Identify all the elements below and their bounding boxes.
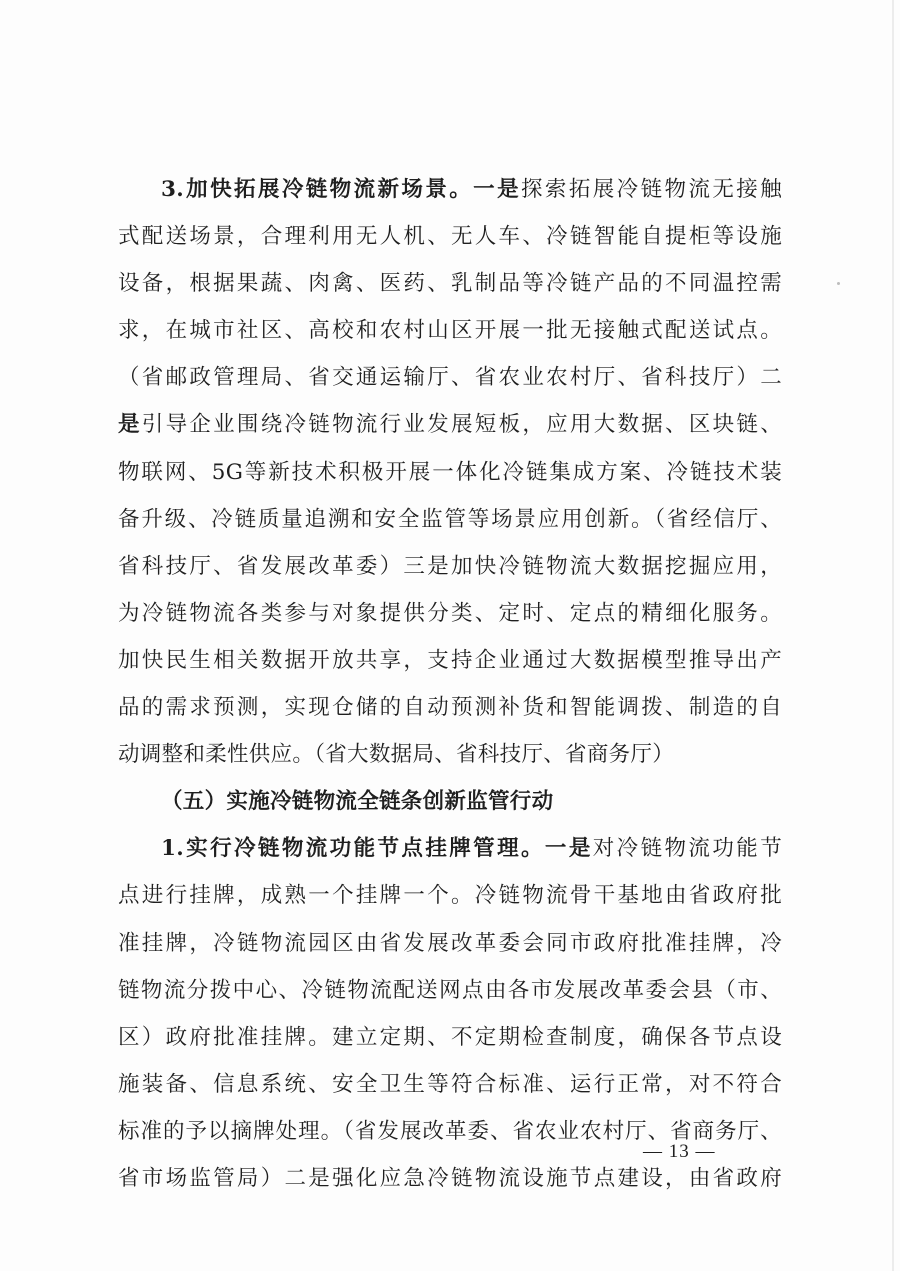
paragraph-3-line-12: 品的需求预测，实现仓储的自动预测补货和智能调拨、制造的自 <box>118 695 782 721</box>
body-text <box>118 166 782 1202</box>
paragraph-1-line-7: 标准的予以摘牌处理。（省发展改革委、省农业农村厅、省商务厅、 <box>118 1118 782 1144</box>
paragraph-3-line-1: 3.加快拓展冷链物流新场景。一是探索拓展冷链物流无接触 <box>161 177 782 202</box>
paragraph-1-line-2: 点进行挂牌，成熟一个挂牌一个。冷链物流骨干基地由省政府批 <box>118 883 782 909</box>
paragraph-1-line-6: 施装备、信息系统、安全卫生等符合标准、运行正常，对不符合 <box>118 1071 782 1097</box>
page-edge-shadow <box>892 0 894 1271</box>
paragraph-3-line-6: 是引导企业围绕冷链物流行业发展短板，应用大数据、区块链、 <box>118 412 782 438</box>
paragraph-3-line-10: 为冷链物流各类参与对象提供分类、定时、定点的精细化服务。 <box>118 600 782 626</box>
paragraph-3-line-9: 省科技厅、省发展改革委）三是加快冷链物流大数据挖掘应用， <box>118 553 782 579</box>
paragraph-3-line-13: 动调整和柔性供应。（省大数据局、省科技厅、省商务厅） <box>118 742 675 768</box>
paragraph-3-line-11: 加快民生相关数据开放共享，支持企业通过大数据模型推导出产 <box>118 647 782 673</box>
paragraph-1-line-1: 1.实行冷链物流功能节点挂牌管理。一是对冷链物流功能节 <box>161 836 782 862</box>
paragraph-1-line-8: 省市场监管局）二是强化应急冷链物流设施节点建设，由省政府 <box>118 1165 782 1191</box>
paragraph-1-line-3: 准挂牌，冷链物流园区由省发展改革委会同市政府批准挂牌，冷 <box>118 930 782 956</box>
paragraph-3-line-8: 备升级、冷链质量追溯和安全监管等场景应用创新。（省经信厅、 <box>118 506 782 532</box>
paragraph-3-line-5: （省邮政管理局、省交通运输厅、省农业农村厅、省科技厅）二 <box>118 365 782 391</box>
paragraph-1-line-4: 链物流分拨中心、冷链物流配送网点由各市发展改革委会县（市、 <box>118 977 782 1003</box>
scan-speck <box>837 282 840 285</box>
paragraph-3-line-7: 物联网、5G等新技术积极开展一体化冷链集成方案、冷链技术装 <box>118 459 782 485</box>
paragraph-3-line-2: 式配送场景，合理利用无人机、无人车、冷链智能自提柜等设施 <box>118 224 782 250</box>
page-number: — 13 — <box>643 1141 716 1162</box>
section-heading: （五）实施冷链物流全链条创新监管行动 <box>161 789 554 815</box>
paragraph-3-line-4: 求，在城市社区、高校和农村山区开展一批无接触式配送试点。 <box>118 318 782 344</box>
paragraph-3-line-3: 设备，根据果蔬、肉禽、医药、乳制品等冷链产品的不同温控需 <box>118 271 782 297</box>
paragraph-1-line-5: 区）政府批准挂牌。建立定期、不定期检查制度，确保各节点设 <box>118 1024 782 1050</box>
